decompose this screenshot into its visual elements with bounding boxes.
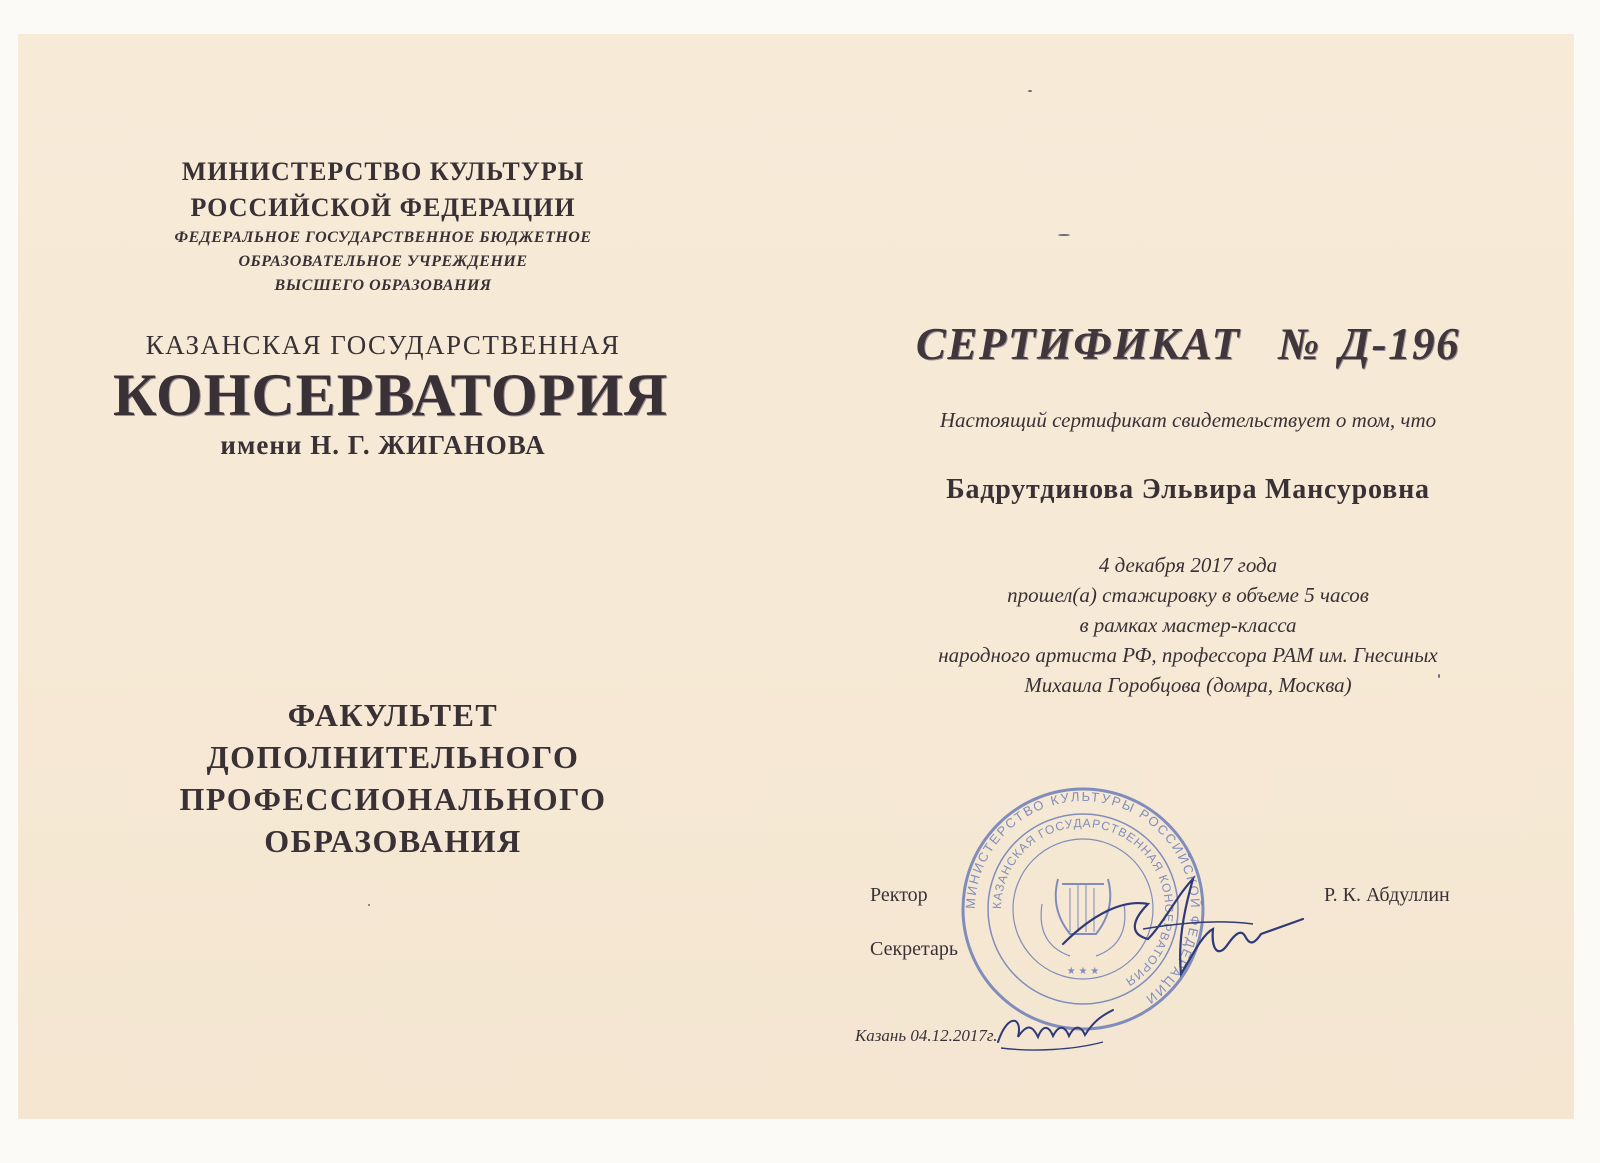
ministry-line-1: МИНИСТЕРСТВО КУЛЬТУРЫ (181, 157, 585, 186)
scan-speck (368, 904, 370, 906)
university-line-1: КАЗАНСКАЯ ГОСУДАРСТВЕННАЯ (145, 330, 621, 360)
faculty-name (138, 694, 648, 862)
scan-speck (1028, 90, 1032, 92)
svg-text:★ ★ ★: ★ ★ ★ (1066, 966, 1100, 977)
certificate-title: СЕРТИФИКАТ № Д-196 (915, 319, 1461, 369)
ministry-line-2: РОССИЙСКОЙ ФЕДЕРАЦИИ (190, 193, 576, 222)
details-line-1: прошел(а) стажировку в объеме 5 часов (1007, 583, 1369, 607)
rector-signature-icon (1053, 874, 1313, 994)
faculty-line-4: ОБРАЗОВАНИЯ (264, 823, 522, 859)
university-name: КОНСЕРВАТОРИЯ (113, 362, 669, 428)
secretary-label: Секретарь (870, 938, 959, 960)
scan-speck (1058, 234, 1070, 236)
certificate-sheet (18, 34, 1574, 1119)
certificate-details (858, 550, 1518, 700)
stamp-inner-text: КАЗАНСКАЯ ГОСУДАРСТВЕННАЯ КОНСЕРВАТОРИЯ (989, 815, 1177, 990)
faculty-line-3: ПРОФЕССИОНАЛЬНОГО (179, 781, 607, 817)
institution-block (113, 154, 669, 462)
certificate-date: 4 декабря 2017 года (1098, 553, 1278, 577)
rector-name: Р. К. Абдуллин (1324, 884, 1450, 906)
rector-label: Ректор (870, 884, 928, 906)
details-line-4: Михаила Горобцова (домра, Москва) (1024, 673, 1352, 697)
place-and-date: Казань 04.12.2017г. (855, 1026, 998, 1045)
details-line-3: народного артиста РФ, профессора РАМ им. Гнесиных (938, 643, 1438, 667)
recipient-name: Бадрутдинова Эльвира Мансуровна (946, 474, 1430, 505)
faculty-line-2: ДОПОЛНИТЕЛЬНОГО (206, 739, 580, 775)
details-line-2: в рамках мастер-класса (1079, 613, 1297, 637)
secretary-signature-icon (993, 1002, 1123, 1058)
scan-speck (1438, 674, 1440, 678)
institution-type-line-2: ОБРАЗОВАТЕЛЬНОЕ УЧРЕЖДЕНИЕ (238, 253, 528, 270)
university-namesake: имени Н. Г. ЖИГАНОВА (220, 430, 546, 460)
certificate-body (858, 314, 1518, 700)
attestation-text: Настоящий сертификат свидетельствует о том, что (939, 408, 1437, 432)
faculty-line-1: ФАКУЛЬТЕТ (287, 697, 499, 733)
institution-type-line-3: ВЫСШЕГО ОБРАЗОВАНИЯ (274, 277, 492, 294)
stamp-outer-text: МИНИСТЕРСТВО КУЛЬТУРЫ РОССИЙСКОЙ ФЕДЕРАЦИИ (962, 788, 1204, 1009)
institution-type-line-1: ФЕДЕРАЛЬНОЕ ГОСУДАРСТВЕННОЕ БЮДЖЕТНОЕ (174, 229, 592, 246)
